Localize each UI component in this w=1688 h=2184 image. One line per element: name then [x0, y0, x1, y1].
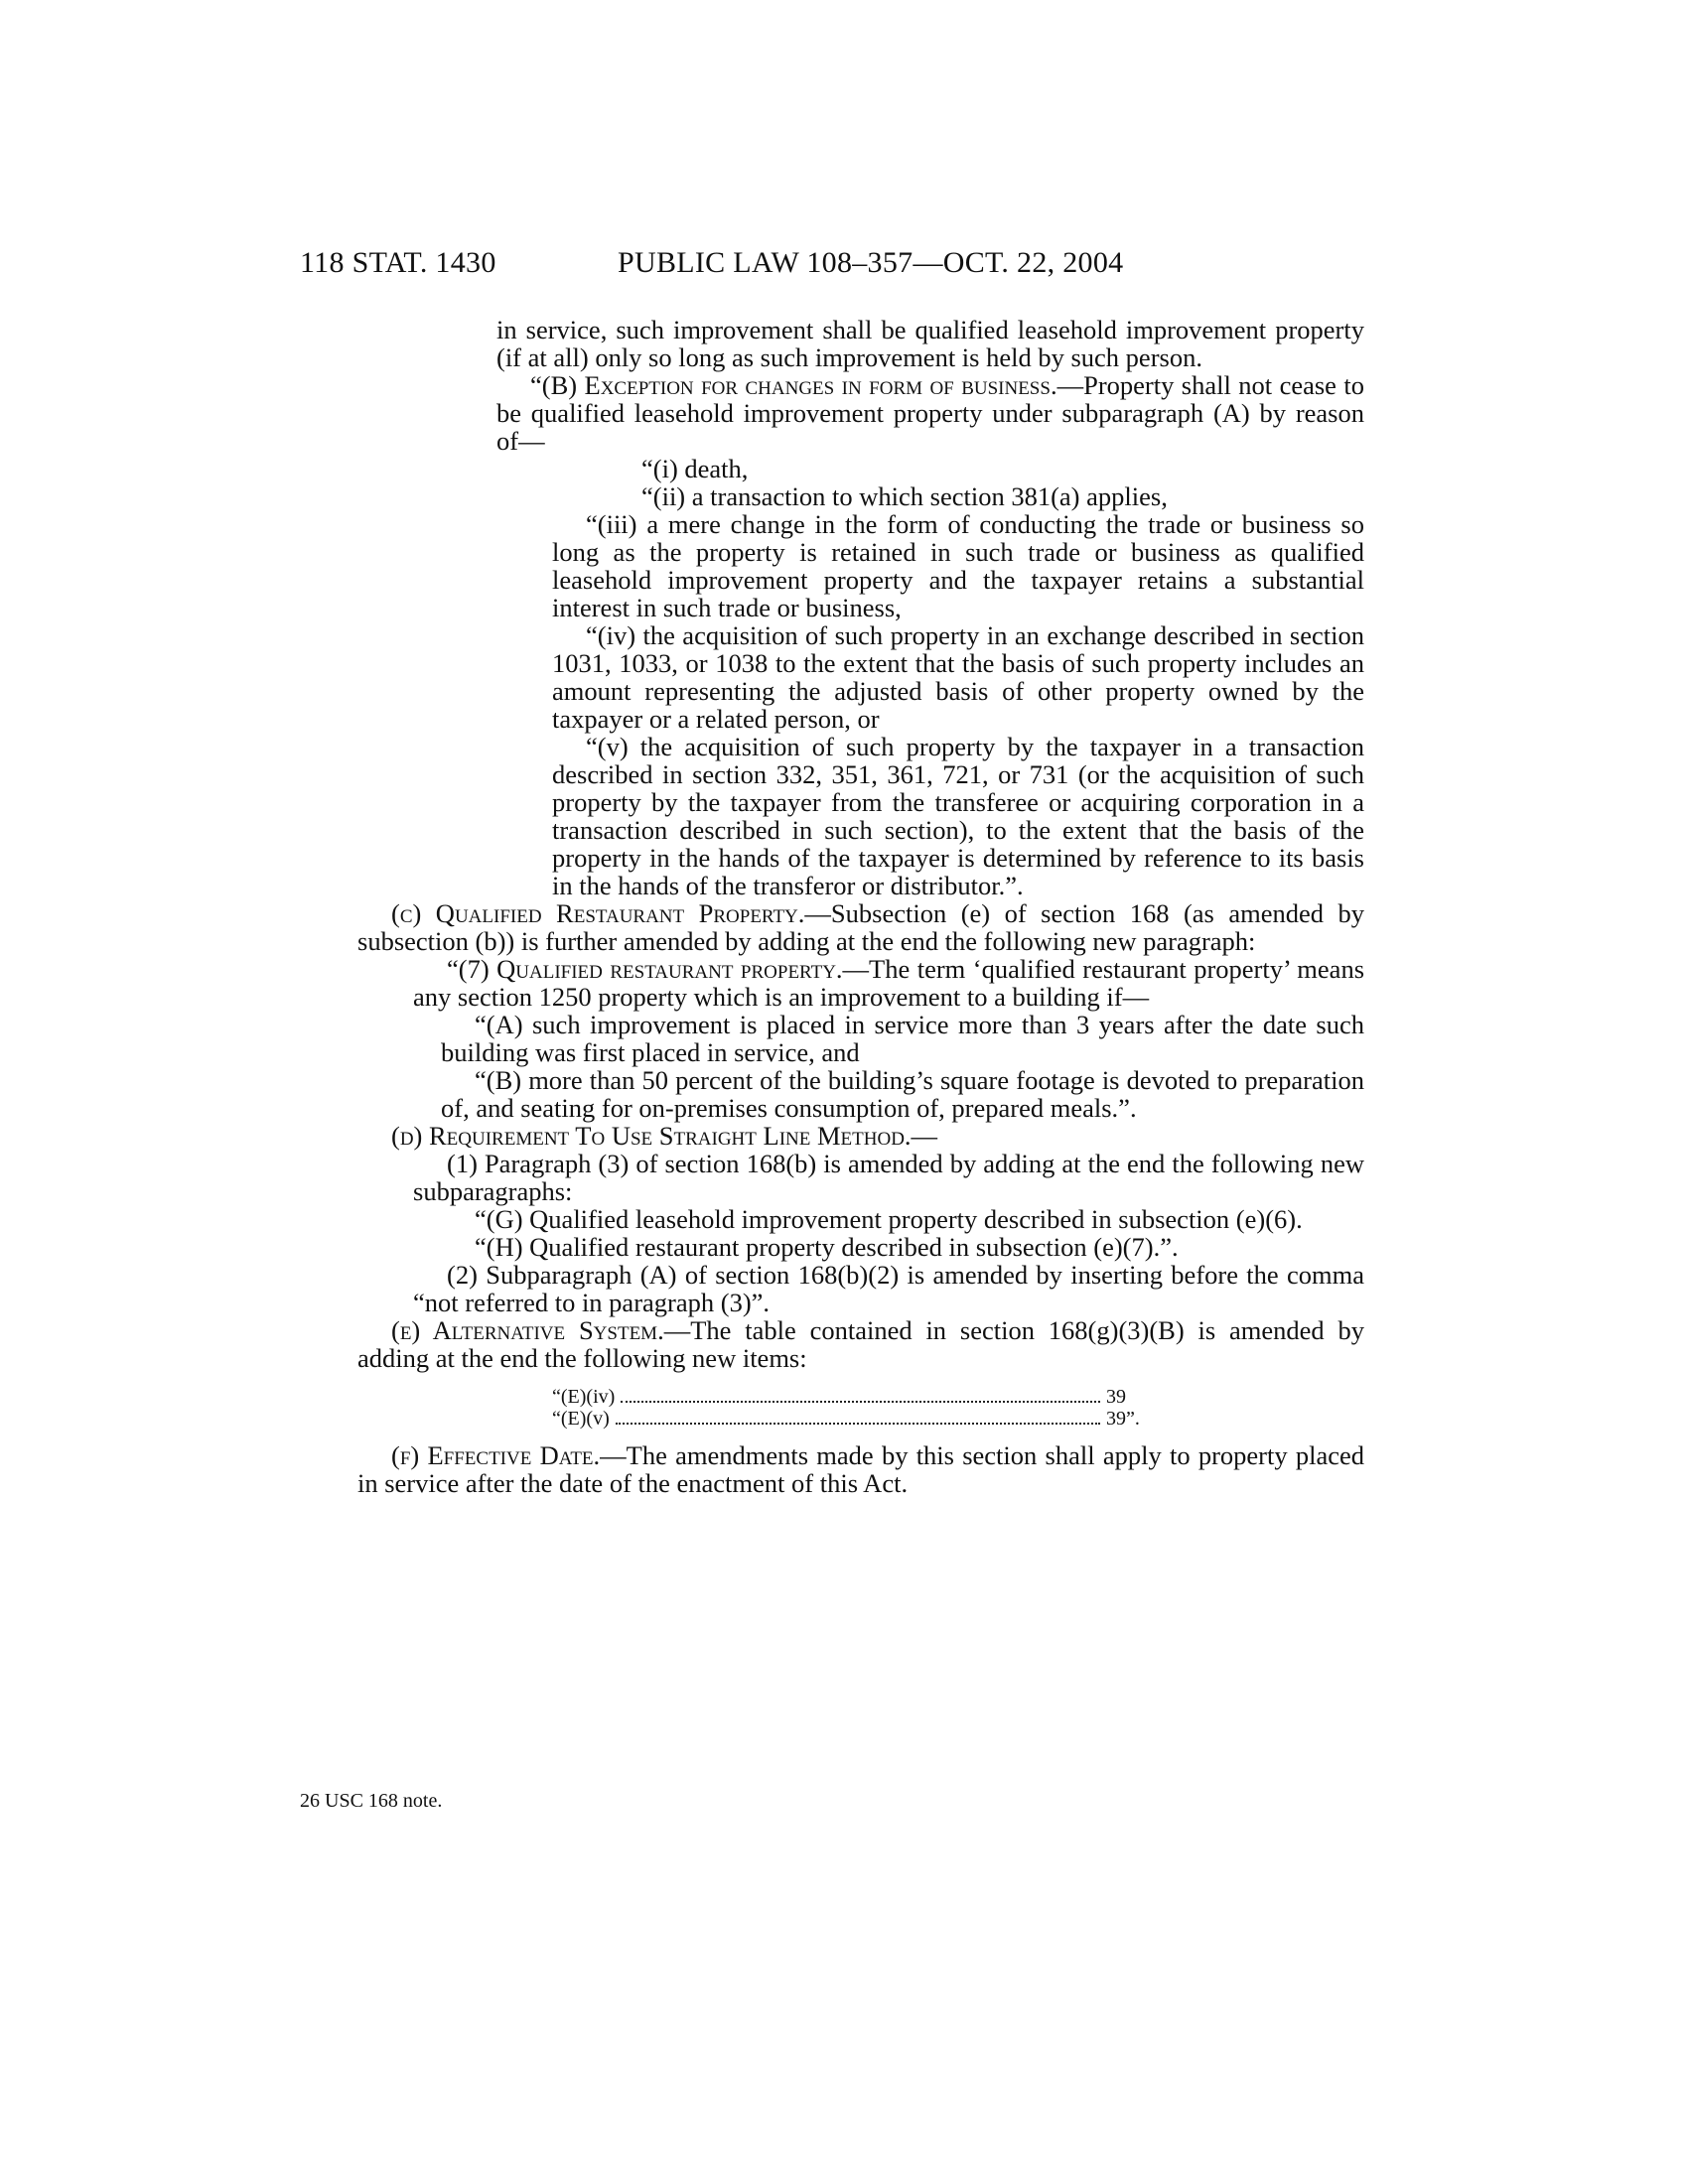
paragraph: in service, such improvement shall be qualified leasehold improvement property (if at all) only so long as such improvement is held by such person. [496, 315, 1364, 372]
paragraph-text: The term ‘qualified restaurant property’ means any section 1250 property which is an improvement to a building if— [413, 954, 1365, 1012]
clause-iii: “(iii) a mere change in the form of conducting the trade or business so long as the property is retained in such trade or business as qualified leasehold improvement property and the taxpayer retains a substantial interest in such trade or business, [552, 509, 1364, 622]
subsection-d [357, 1122, 1364, 1150]
heading: (d) Requirement To Use Straight Line Method.— [391, 1121, 938, 1151]
amendment-table [552, 1386, 1166, 1430]
leader-dots [616, 1423, 1100, 1425]
table-value: 39 [1106, 1386, 1126, 1408]
body-text [357, 315, 1365, 1498]
clause-iv: “(iv) the acquisition of such property in an exchange described in section 1031, 1033, or 1038 to the extent that the basis of such property includes an amount representing the adjusted basis of other property owned by the taxpayer or a related person, or [552, 620, 1364, 734]
table-row [552, 1408, 1166, 1430]
paragraph [496, 371, 1364, 455]
subparagraph-a: “(A) such improvement is placed in service more than 3 years after the date such building was first placed in service, and [441, 1010, 1364, 1067]
heading: “(B) Exception for changes in form of business.— [530, 370, 1084, 400]
heading: (e) Alternative System.— [391, 1315, 691, 1345]
table-row [552, 1386, 1166, 1408]
clause-ii: “(ii) a transaction to which section 381(a) applies, [641, 481, 1168, 511]
leader-dots [621, 1401, 1100, 1403]
paragraph-d1: (1) Paragraph (3) of section 168(b) is amended by adding at the end the following new subparagraphs: [413, 1149, 1364, 1206]
subparagraph-g: “(G) Qualified leasehold improvement property described in subsection (e)(6). [475, 1204, 1303, 1234]
margin-note: 26 USC 168 note. [300, 1790, 443, 1812]
clause-v: “(v) the acquisition of such property by the taxpayer in a transaction described in section 332, 351, 361, 721, or 731 (or the acquisition of such property by the taxpayer from the transferee or acquiring corporation in a transaction described in such section), to the extent that the basis of the property in the hands of the taxpayer is determined by reference to its basis in the hands of the transferor or distributor.”. [552, 732, 1364, 900]
subsection-c [357, 899, 1364, 955]
paragraph-7 [413, 955, 1364, 1011]
paragraph-text: Property shall not cease to be qualified leasehold improvement property under subparagraph (A) by reason of— [496, 370, 1364, 456]
heading: “(7) Qualified restaurant property.— [447, 954, 870, 984]
table-value: 39”. [1106, 1408, 1140, 1430]
heading: (f) Effective Date.— [391, 1440, 627, 1470]
subsection-f [357, 1441, 1364, 1497]
page-stat-citation: 118 STAT. 1430 [300, 246, 496, 279]
paragraph-text: Subsection (e) of section 168 (as amended by subsection (b)) is further amended by adding at the end the following new paragraph: [357, 898, 1364, 956]
heading: (c) Qualified Restaurant Property.— [391, 898, 831, 928]
subparagraph-b: “(B) more than 50 percent of the building’s square footage is devoted to preparation of, and seating for on-premises consumption of, prepared meals.”. [441, 1065, 1364, 1123]
page-law-header: PUBLIC LAW 108–357—OCT. 22, 2004 [618, 246, 1124, 279]
table-key: “(E)(iv) [552, 1386, 616, 1408]
paragraph-text: The table contained in section 168(g)(3)(B) is amended by adding at the end the following new items: [357, 1315, 1364, 1373]
paragraph-text: The amendments made by this section shall apply to property placed in service after the date of the enactment of this Act. [357, 1440, 1364, 1498]
subparagraph-h: “(H) Qualified restaurant property described in subsection (e)(7).”. [475, 1232, 1179, 1262]
clause-i: “(i) death, [641, 454, 749, 483]
table-key: “(E)(v) [552, 1408, 610, 1430]
paragraph-d2: (2) Subparagraph (A) of section 168(b)(2) is amended by inserting before the comma “not referred to in paragraph (3)”. [413, 1260, 1364, 1317]
subsection-e [357, 1316, 1364, 1372]
